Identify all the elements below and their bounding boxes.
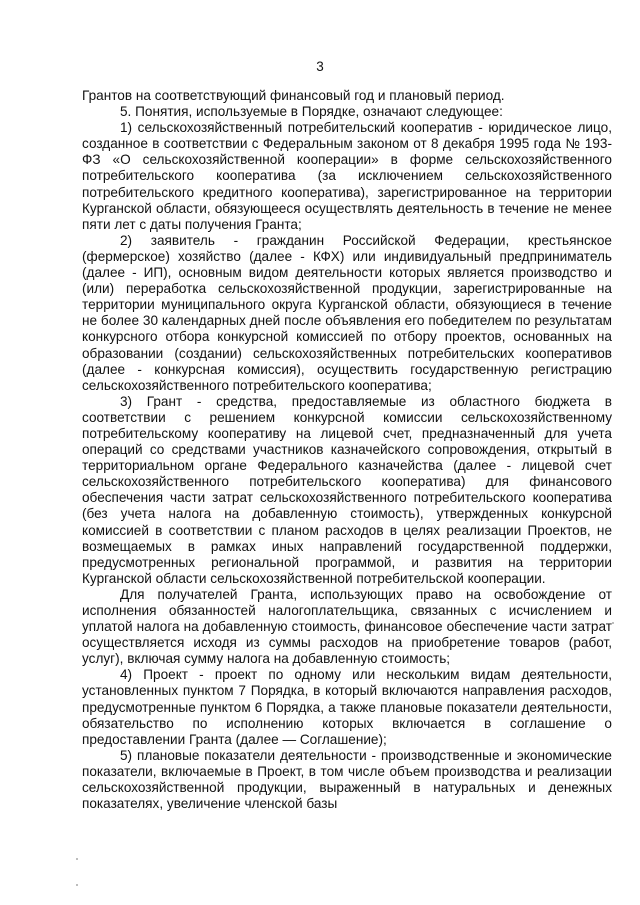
document-body	[82, 88, 612, 812]
paragraph-definition-indicators: 5) плановые показатели деятельности - производственные и экономические показатели, включаемые в Проект, в том числе объем производства и реализации сельскохозяйственной продукции, выраженный в натуральных и денежных показателях, увеличение членской базы	[82, 747, 612, 812]
paragraph-grant-vat: Для получателей Гранта, использующих право на освобождение от исполнения обязанностей налогоплательщика, связанных с исчислением и уплатой налога на добавленную стоимость, финансовое обеспечение части затрат осуществляется исходя из суммы расходов на приобретение товаров (работ, услуг), включая сумму налога на добавленную стоимость;	[82, 586, 612, 667]
paragraph-definition-project: 4) Проект - проект по одному или нескольким видам деятельности, установленных пунктом 7 Порядка, в который включаются направления расходов, предусмотренные пунктом 6 Порядка, а также плановые показатели деятельности, обязательство по исполнению которых включается в соглашение о предоставлении Гранта (далее — Соглашение);	[82, 667, 612, 747]
paragraph-definition-grant: 3) Грант - средства, предоставляемые из областного бюджета в соответствии с решением конкурсной комиссии сельскохозяйственному потребительскому кооперативу на лицевой счет, предназначенный для учета операций со средствами участников казначейского сопровождения, открытый в территориальном органе Федерального казначейства (далее - лицевой счет сельскохозяйственного потребительского кооператива) для финансового обеспечения части затрат сельскохозяйственного потребительского кооператива (без учета налога на добавленную стоимость), утвержденных конкурсной комиссией в соответствии с планом расходов в целях реализации Проектов, не возмещаемых в рамках иных направлений государственной поддержки, предусмотренных региональной программой, и развития на территории Курганской области сельскохозяйственной потребительской кооперации.	[82, 393, 612, 586]
scan-mark-dot	[612, 622, 614, 624]
paragraph-definition-cooperative: 1) сельскохозяйственный потребительский кооператив - юридическое лицо, созданное в соответствии с Федеральным законом от 8 декабря 1995 года № 193-ФЗ «О сельскохозяйственной кооперации» в форме сельскохозяйственного потребительского кооператива (за исключением сельскохозяйственного потребительского кредитного кооператива), зарегистрированное на территории Курганской области, обязующееся осуществлять деятельность в течение не менее пяти лет с даты получения Гранта;	[82, 120, 612, 232]
scan-mark-dot	[76, 884, 78, 886]
paragraph-definition-applicant: 2) заявитель - гражданин Российской Федерации, крестьянское (фермерское) хозяйство (далее - КФХ) или индивидуальный предприниматель (далее - ИП), основным видом деятельности которых является производство и (или) переработка сельскохозяйственной продукции, зарегистрированные на территории муниципального округа Курганской области, обязующиеся в течение не более 30 календарных дней после объявления его победителем по результатам конкурсного отбора конкурсной комиссией по отбору проектов, основанных на образовании (создании) сельскохозяйственных потребительских кооперативов (далее - конкурсная комиссия), осуществить государственную регистрацию сельскохозяйственного потребительского кооператива;	[82, 232, 612, 393]
scan-mark-dot	[76, 858, 78, 860]
paragraph-item-5: 5. Понятия, используемые в Порядке, означают следующее:	[120, 104, 503, 120]
page-number: 3	[316, 59, 324, 74]
paragraph-continuation: Грантов на соответствующий финансовый год и плановый период.	[82, 88, 505, 103]
